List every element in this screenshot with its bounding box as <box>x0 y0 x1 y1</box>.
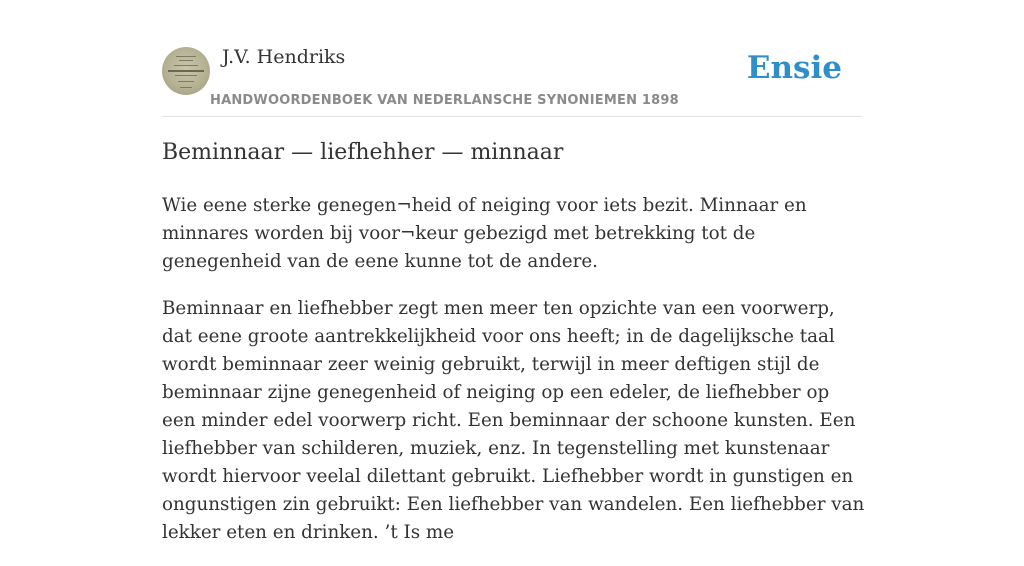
source-title[interactable]: HANDWOORDENBOEK VAN NEDERLANSCHE SYNONIEMEN 1898 <box>210 93 679 108</box>
paragraph: Wie eene sterke genegen¬heid of neiging voor iets bezit. Minnaar en minnares worden bij voor¬keur gebezigd met betrekking tot de genegenheid van de eene kunne tot de andere. <box>162 195 807 272</box>
article-body <box>162 192 867 566</box>
page-header <box>162 40 862 117</box>
page-title: Beminnaar — liefhehher — minnaar <box>162 140 564 165</box>
author-name[interactable]: J.V. Hendriks <box>222 46 346 68</box>
book-cover-avatar[interactable] <box>162 47 210 95</box>
ensie-logo[interactable]: Ensie <box>746 50 842 86</box>
paragraph: Beminnaar en liefhebber zegt men meer ten opzichte van een voorwerp, dat eene groote aantrekkelijkheid voor ons heeft; in de dagelijksche taal wordt beminnaar zeer weinig gebruikt, terwijl in meer deftigen stijl de beminnaar zijne genegenheid of neiging op een edeler, de liefhebber op een minder edel voorwerp richt. Een beminnaar der schoone kunsten. Een liefhebber van schilderen, muziek, enz. In tegenstelling met kunstenaar wordt hiervoor veelal dilettant gebruikt. Liefhebber wordt in gunstigen en ongunstigen zin gebruikt: Een liefhebber van wandelen. Een liefhebber van lekker eten en drinken. ’t Is me <box>162 298 865 543</box>
